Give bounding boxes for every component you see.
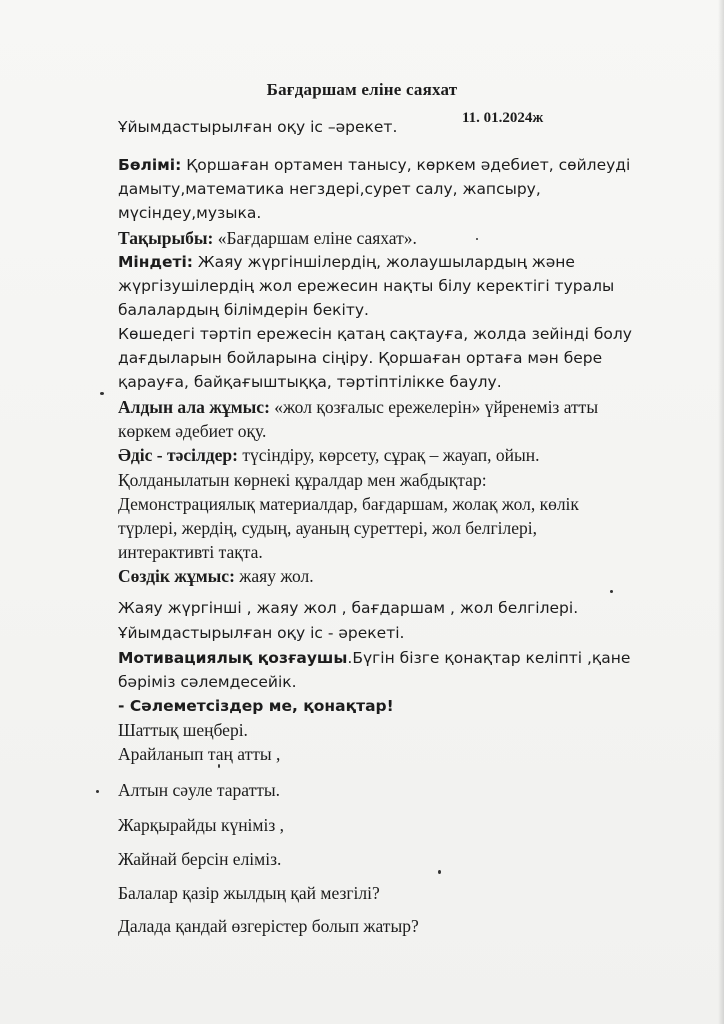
poem-line-1: Арайланып таң атты ,	[118, 744, 281, 764]
task-line-2: жүргізушілердің жол ережесин нақты білу керектігі туралы	[118, 277, 615, 295]
motivation-label: Мотивациялық қозғаушы	[118, 649, 348, 667]
scan-speck	[218, 764, 220, 768]
methods-text: түсіндіру, көрсету, сұрақ – жауап, ойын.	[237, 445, 540, 465]
prep-line-1	[118, 396, 598, 418]
materials-line-4: интерактивті тақта.	[118, 542, 263, 562]
prep-line-2: көркем әдебиет оқу.	[118, 421, 267, 441]
section-line-3: мүсіндеу,музыка.	[118, 204, 262, 222]
activity-2-line: Ұйымдастырылған оқу іс - әрекеті.	[118, 624, 405, 642]
circle-line: Шаттық шеңбері.	[118, 720, 248, 740]
section-label: Бөлімі:	[118, 156, 182, 174]
methods-line	[118, 444, 540, 466]
task-line-6: қарауға, байқағыштыққа, тәртіптілікке баулу.	[118, 373, 502, 391]
scan-speck	[610, 590, 613, 593]
question-line-1: Балалар қазір жылдың қай мезгілі?	[118, 883, 380, 903]
task-line-3: балалардың білімдерін бекіту.	[118, 301, 369, 319]
section-text-1: Қоршаған ортамен танысу, көркем әдебиет, сөйлеуді	[181, 156, 631, 174]
section-line-2: дамыту,математика негздері,сурет салу, жапсыру,	[118, 180, 541, 198]
task-label: Міндеті:	[118, 253, 193, 271]
task-text-1: Жаяу жүргіншілердің, жолаушылардың және	[192, 253, 575, 271]
vocab-line	[118, 565, 314, 587]
document-title: Бағдаршам еліне саяхат	[266, 80, 458, 99]
poem-line-4: Жайнай берсін еліміз.	[118, 849, 282, 869]
vocab-label: Сөздік жұмыс:	[118, 566, 235, 586]
document-date: 11. 01.2024ж	[462, 110, 544, 126]
activity-text: Ұйымдастырылған оқу іс –әрекет.	[118, 118, 398, 136]
scan-speck	[96, 790, 99, 793]
materials-line-1: Қолданылатын көрнекі құралдар мен жабдықтар:	[118, 470, 487, 490]
task-line-5: дағдыларын бойларына сіңіру. Қоршаған ортаға мән бере	[118, 349, 603, 367]
page-edge-shadow	[718, 0, 724, 1024]
topic-label: Тақырыбы:	[118, 228, 214, 248]
materials-line-2: Демонстрациялық материалдар, бағдаршам, жолақ жол, көлік	[118, 494, 579, 514]
scan-speck	[476, 238, 478, 240]
poem-line-3: Жарқырайды күніміз ,	[118, 815, 285, 835]
vocab-text: жаяу жол.	[234, 566, 314, 586]
materials-line-3: түрлері, жердің, судың, ауаның суреттері, жол белгілері,	[118, 518, 538, 538]
words-line: Жаяу жүргінші , жаяу жол , бағдаршам , жол белгілері.	[118, 599, 579, 617]
topic-line	[118, 227, 417, 249]
question-line-2: Далада қандай өзгерістер болып жатыр?	[118, 916, 419, 936]
scan-speck	[100, 392, 104, 395]
greeting-line: - Сәлеметсіздер ме, қонақтар!	[118, 697, 394, 715]
motivation-line-1	[118, 647, 630, 669]
activity-line	[118, 116, 397, 138]
methods-label: Әдіс - тәсілдер:	[118, 445, 238, 465]
poem-line-2: Алтын сәуле таратты.	[118, 780, 281, 800]
task-line-4: Көшедегі тәртіп ережесін қатаң сақтауға, жолда зейінді болу	[118, 325, 632, 343]
topic-text: «Бағдаршам еліне саяхат».	[213, 228, 417, 248]
prep-label: Алдын ала жұмыс:	[118, 397, 270, 417]
motivation-line-2: бәріміз сәлемдесейік.	[118, 673, 297, 691]
section-line-1	[118, 154, 630, 176]
motivation-text-1: .Бүгін бізге қонақтар келіпті ,қане	[347, 649, 631, 667]
scan-speck	[438, 870, 441, 874]
task-line-1	[118, 251, 575, 273]
prep-text-1: «жол қозғалыс ережелерін» үйренеміз атты	[269, 397, 599, 417]
